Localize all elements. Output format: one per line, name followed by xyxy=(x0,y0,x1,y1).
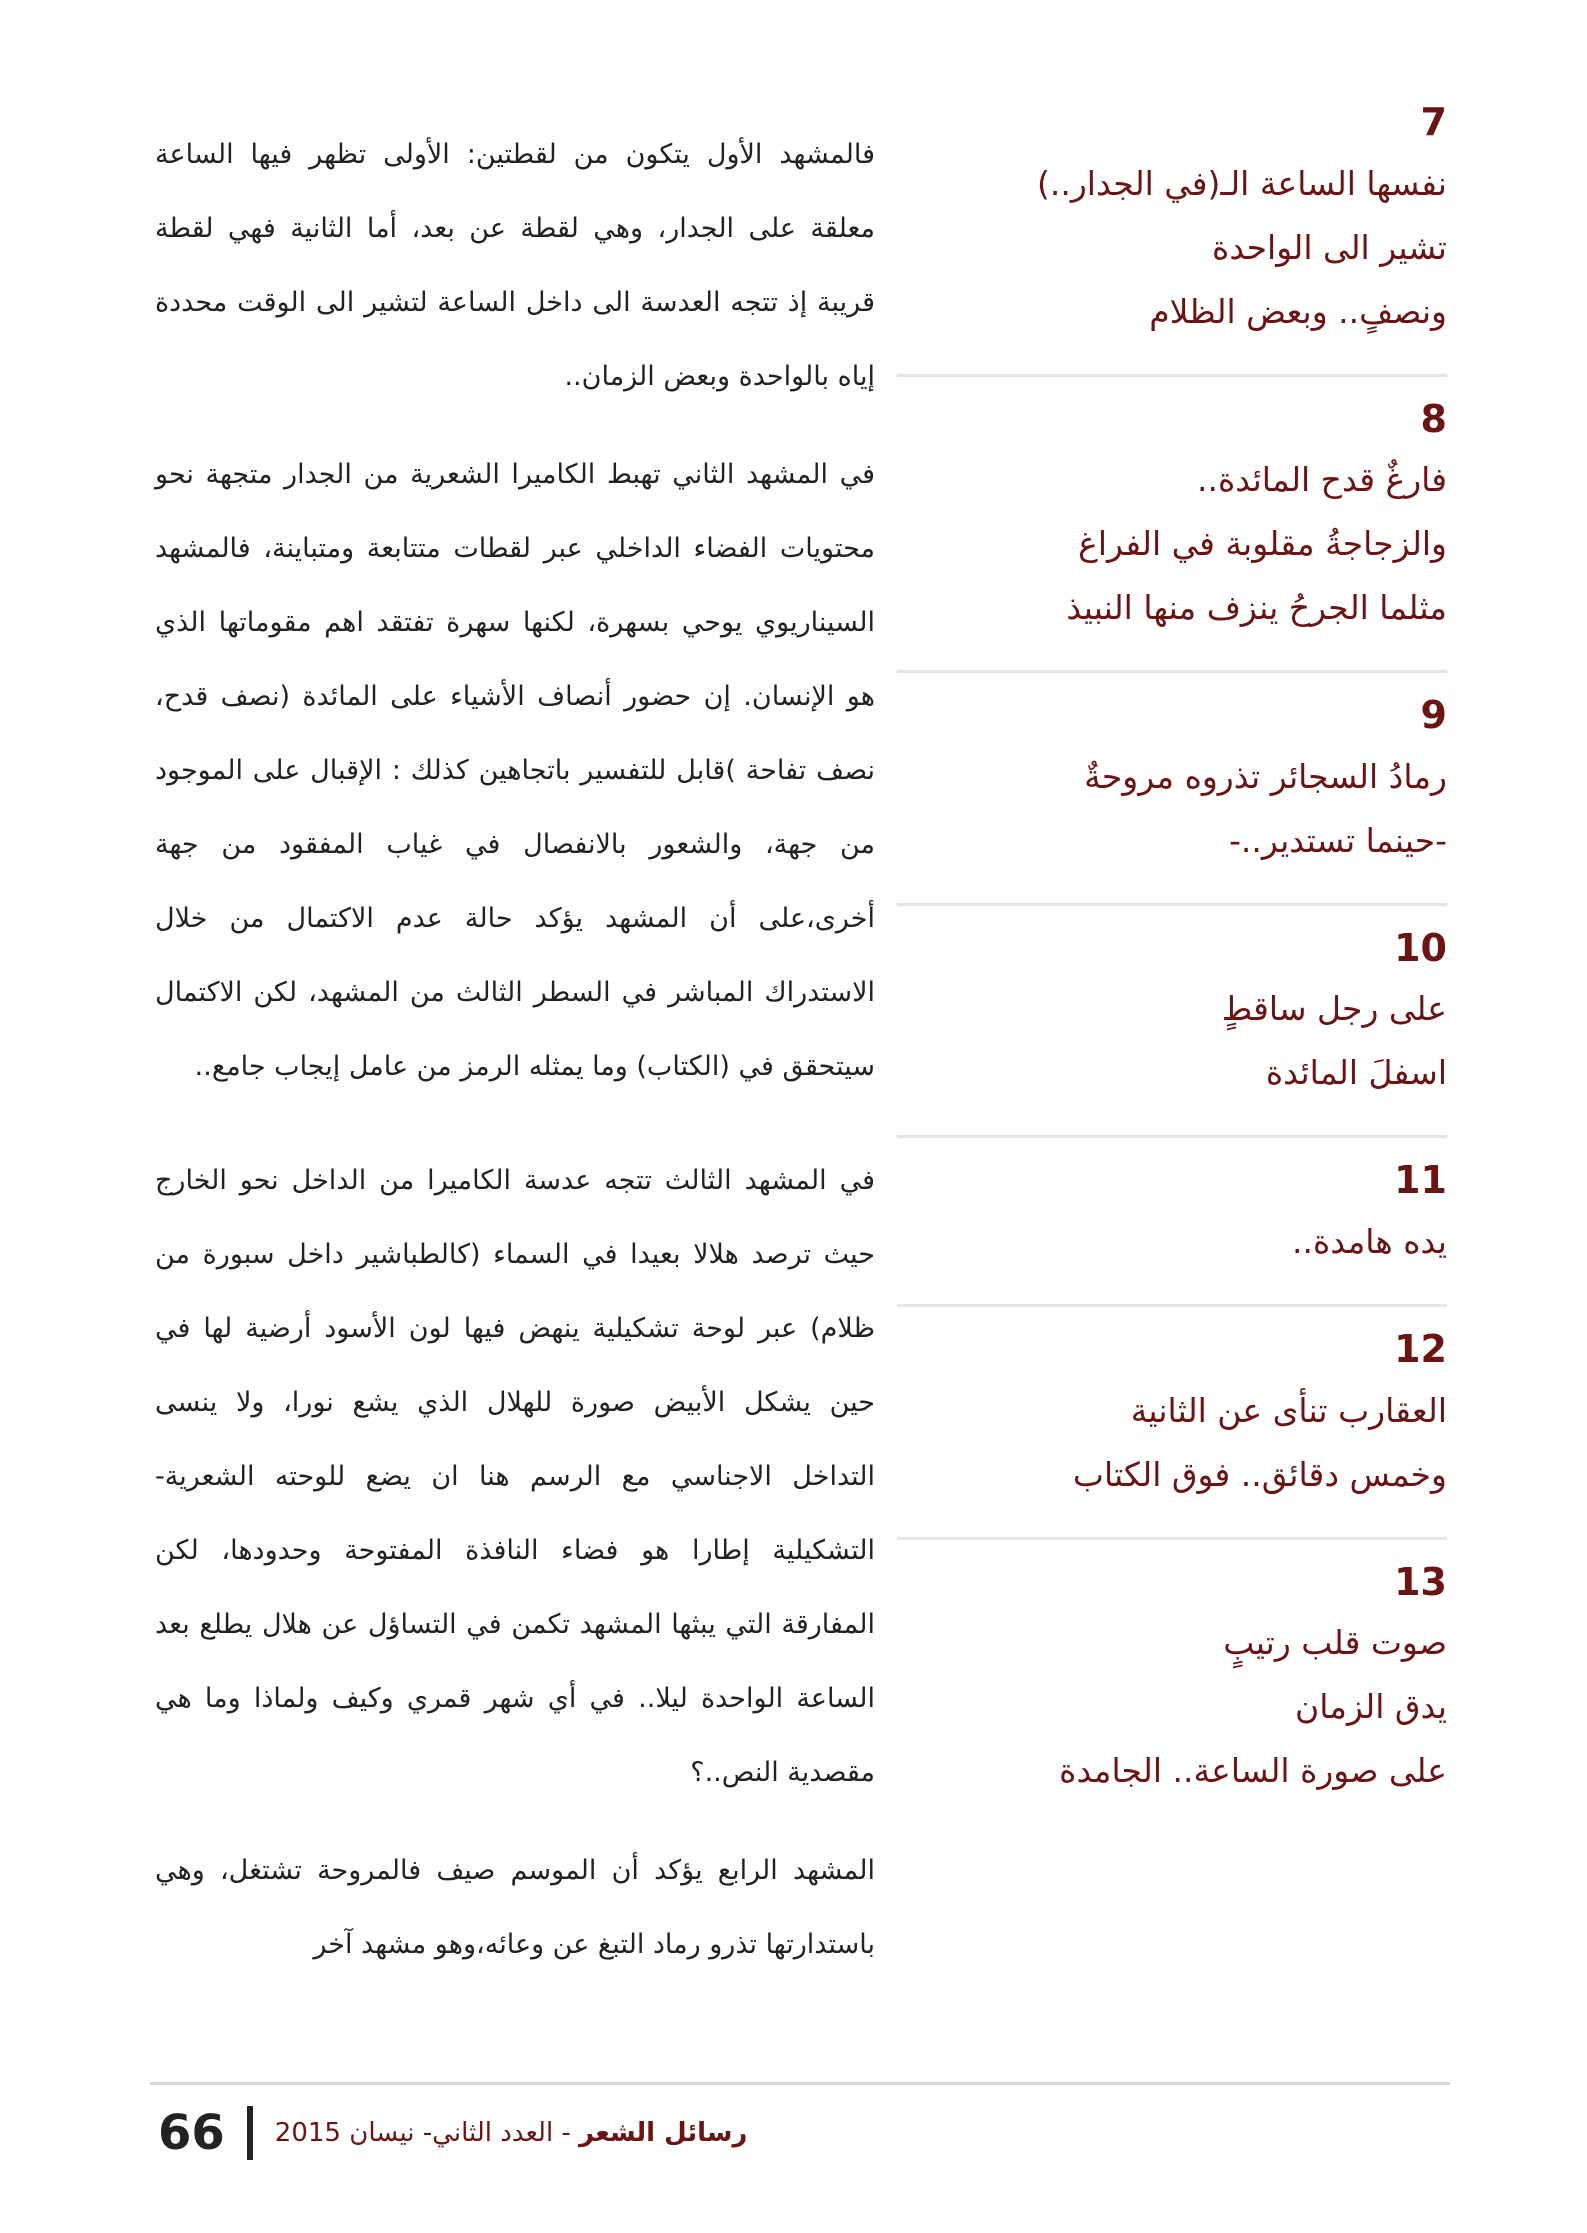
poem-line: تشير الى الواحدة xyxy=(1212,227,1447,267)
stanza xyxy=(897,100,1447,377)
prose-paragraph: في المشهد الثاني تهبط الكاميرا الشعرية من الجدار متجهة نحو محتويات الفضاء الداخلي عبر لقطات متتابعة ومتباينة، فالمشهد السيناريوي يوحي بسهرة، لكنها سهرة تفتقد اهم مقوماتها الذي هو الإنسان. إن حضور أنصاف الأشياء على المائدة (نصف قدح، نصف تفاحة )قابل للتفسير باتجاهين كذلك : الإقبال على الموجود من جهة، والشعور بالانفصال في غياب المفقود من جهة أخرى،على أن المشهد يؤكد حالة عدم الاكتمال من خلال الاستدراك المباشر في السطر الثالث من المشهد، لكن الاكتمال سيتحقق في (الكتاب) وما يمثله الرمز من عامل إيجاب جامع.. xyxy=(155,459,875,1082)
issue-info: - العدد الثاني- نيسان 2015 xyxy=(274,2118,580,2148)
stanza-number: 7 xyxy=(1420,100,1447,144)
poem-line: مثلما الجرحُ ينزف منها النبيذ xyxy=(1066,588,1447,628)
prose-paragraph: المشهد الرابع يؤكد أن الموسم صيف فالمروحة تشتغل، وهي باستدارتها تذرو رماد التبغ عن وعائه،وهو مشهد آخر xyxy=(155,1855,875,1960)
poem-line: اسفلَ المائدة xyxy=(1265,1053,1447,1093)
poem-line: يده هامدة.. xyxy=(1291,1221,1447,1261)
poem-line: نفسها الساعة الـ(في الجدار..) xyxy=(1036,163,1447,203)
poem-column xyxy=(897,100,1447,1853)
magazine-name: رسائل الشعر xyxy=(579,2118,748,2148)
poem-line: ونصفٍ.. وبعض الظلام xyxy=(1149,291,1447,331)
prose-paragraph: في المشهد الثالث تتجه عدسة الكاميرا من الداخل نحو الخارج حيث ترصد هلالا بعيدا في السماء (كالطباشير داخل سبورة من ظلام) عبر لوحة تشكيلية ينهض فيها لون الأسود أرضية لها في حين يشكل الأبيض صورة للهلال الذي يشع نورا، ولا ينسى التداخل الاجناسي مع الرسم هنا ان يضع للوحته الشعرية-التشكيلية إطارا هو فضاء النافذة المفتوحة وحدودها، لكن المفارقة التي يبثها المشهد تكمن في التساؤل عن هلال يطلع بعد الساعة الواحدة ليلا.. في أي شهر قمري وكيف ولماذا وما هي مقصدية النص..؟ xyxy=(155,1165,875,1788)
stanza xyxy=(897,926,1447,1139)
stanza-number: 11 xyxy=(1394,1158,1447,1203)
poem-line: يدق الزمان xyxy=(1295,1687,1447,1727)
stanza-number: 13 xyxy=(1394,1559,1447,1604)
stanza-number: 8 xyxy=(1420,396,1447,441)
footer-publication xyxy=(275,2118,748,2148)
stanza xyxy=(897,1327,1447,1540)
stanza xyxy=(897,693,1447,906)
prose-paragraph: فالمشهد الأول يتكون من لقطتين: الأولى تظهر فيها الساعة معلقة على الجدار، وهي لقطة عن بعد، أما الثانية فهي لقطة قريبة إذ تتجه العدسة الى داخل الساعة لتشير الى الوقت محددة إياه بالواحدة وبعض الزمان.. xyxy=(155,139,875,392)
stanza-number: 12 xyxy=(1394,1326,1447,1371)
poem-line: على صورة الساعة.. الجامدة xyxy=(1059,1751,1447,1791)
prose-column xyxy=(155,118,875,2006)
footer-separator-bar xyxy=(247,2106,253,2160)
stanza xyxy=(897,1560,1447,1834)
page-number: 66 xyxy=(158,2105,225,2161)
stanza-number: 9 xyxy=(1420,693,1447,738)
poem-line: على رجل ساقطٍ xyxy=(1221,989,1447,1029)
poem-line: -حينما تستدير..- xyxy=(1228,820,1447,860)
page-footer xyxy=(158,2098,747,2168)
poem-line: فارغٌ قدح المائدة.. xyxy=(1197,460,1447,500)
stanza-number: 10 xyxy=(1394,925,1447,970)
poem-line: وخمس دقائق.. فوق الكتاب xyxy=(1072,1454,1447,1494)
footer-divider xyxy=(150,2082,1450,2085)
poem-line: العقارب تنأى عن الثانية xyxy=(1130,1390,1447,1430)
poem-line: والزجاجةُ مقلوبة في الفراغ xyxy=(1078,524,1447,564)
stanza xyxy=(897,397,1447,674)
poem-line: رمادُ السجائر تذروه مروحةٌ xyxy=(1084,756,1447,796)
poem-line: صوت قلب رتيبٍ xyxy=(1223,1623,1447,1663)
stanza xyxy=(897,1158,1447,1307)
